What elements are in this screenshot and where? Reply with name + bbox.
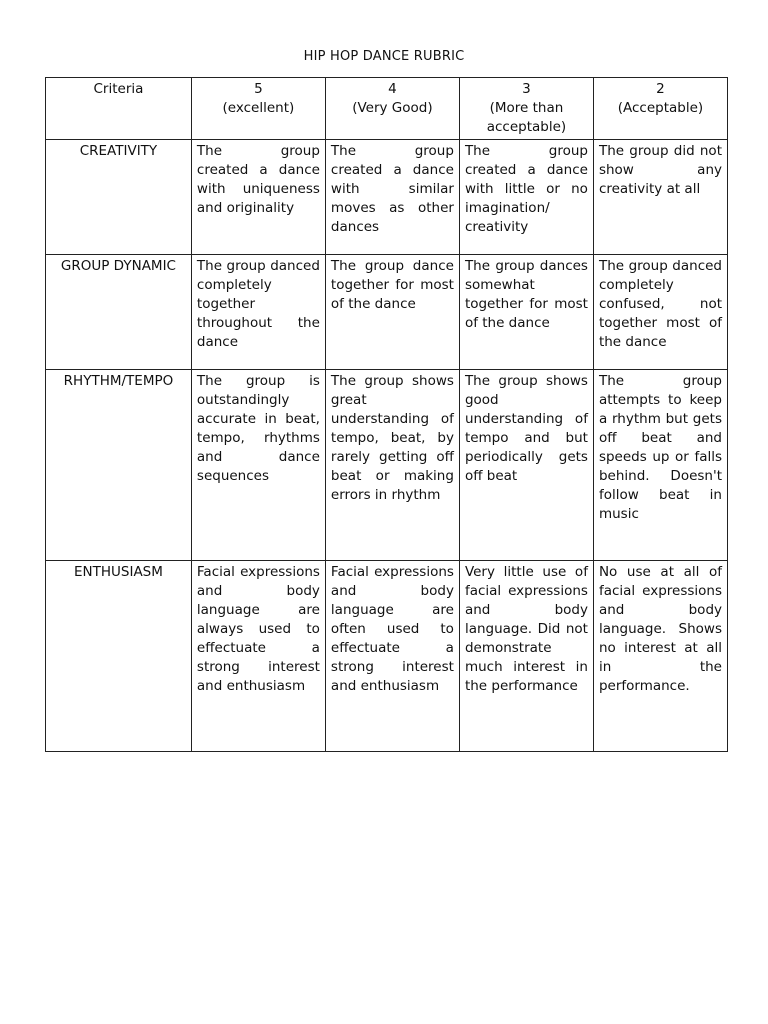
criterion-label: GROUP DYNAMIC bbox=[46, 255, 192, 370]
rubric-row-creativity bbox=[46, 140, 728, 255]
rubric-cell: Facial expressions and body language are always used to effectuate a strong interest and enthusiasm bbox=[191, 561, 325, 752]
score-header-4 bbox=[325, 78, 459, 140]
score-header-3 bbox=[459, 78, 593, 140]
criteria-header bbox=[46, 78, 192, 140]
rubric-cell: The group shows great understanding of tempo, beat, by rarely getting off beat or making errors in rhythm bbox=[325, 370, 459, 561]
rubric-cell: The group danced completely together throughout the dance bbox=[191, 255, 325, 370]
rubric-cell: The group dances somewhat together for most of the dance bbox=[459, 255, 593, 370]
rubric-cell: The group attempts to keep a rhythm but gets off beat and speeds up or falls behind. Doesn't follow beat in music bbox=[593, 370, 727, 561]
criterion-label: CREATIVITY bbox=[46, 140, 192, 255]
score-level: (Acceptable) bbox=[617, 100, 704, 116]
rubric-row-rhythm-tempo bbox=[46, 370, 728, 561]
header-row bbox=[46, 78, 728, 140]
rubric-cell: No use at all of facial expressions and body language. Shows no interest at all in the performance. bbox=[593, 561, 727, 752]
score-value: 5 bbox=[254, 81, 263, 97]
score-value: 4 bbox=[388, 81, 397, 97]
rubric-cell: The group shows good understanding of tempo and but periodically gets off beat bbox=[459, 370, 593, 561]
score-value: 2 bbox=[656, 81, 665, 97]
criterion-label: RHYTHM/TEMPO bbox=[46, 370, 192, 561]
rubric-row-enthusiasm bbox=[46, 561, 728, 752]
rubric-cell: The group created a dance with uniqueness and originality bbox=[191, 140, 325, 255]
rubric-row-group-dynamic bbox=[46, 255, 728, 370]
criterion-label: ENTHUSIASM bbox=[46, 561, 192, 752]
rubric-cell: The group created a dance with similar moves as other dances bbox=[325, 140, 459, 255]
rubric-cell: The group danced completely confused, not together most of the dance bbox=[593, 255, 727, 370]
criteria-header-label: Criteria bbox=[93, 81, 144, 97]
rubric-cell: The group did not show any creativity at all bbox=[593, 140, 727, 255]
rubric-cell: Very little use of facial expressions and body language. Did not demonstrate much interest in the performance bbox=[459, 561, 593, 752]
rubric-cell: The group dance together for most of the dance bbox=[325, 255, 459, 370]
score-level: (Very Good) bbox=[352, 100, 433, 116]
score-value: 3 bbox=[522, 81, 531, 97]
score-header-5 bbox=[191, 78, 325, 140]
score-level: (More than acceptable) bbox=[486, 100, 567, 135]
rubric-table bbox=[45, 77, 728, 752]
rubric-cell: Facial expressions and body language are often used to effectuate a strong interest and enthusiasm bbox=[325, 561, 459, 752]
page-title: HIP HOP DANCE RUBRIC bbox=[303, 49, 465, 64]
rubric-cell: The group is outstandingly accurate in beat, tempo, rhythms and dance sequences bbox=[191, 370, 325, 561]
score-level: (excellent) bbox=[222, 100, 295, 116]
score-header-2 bbox=[593, 78, 727, 140]
rubric-cell: The group created a dance with little or no imagination/ creativity bbox=[459, 140, 593, 255]
